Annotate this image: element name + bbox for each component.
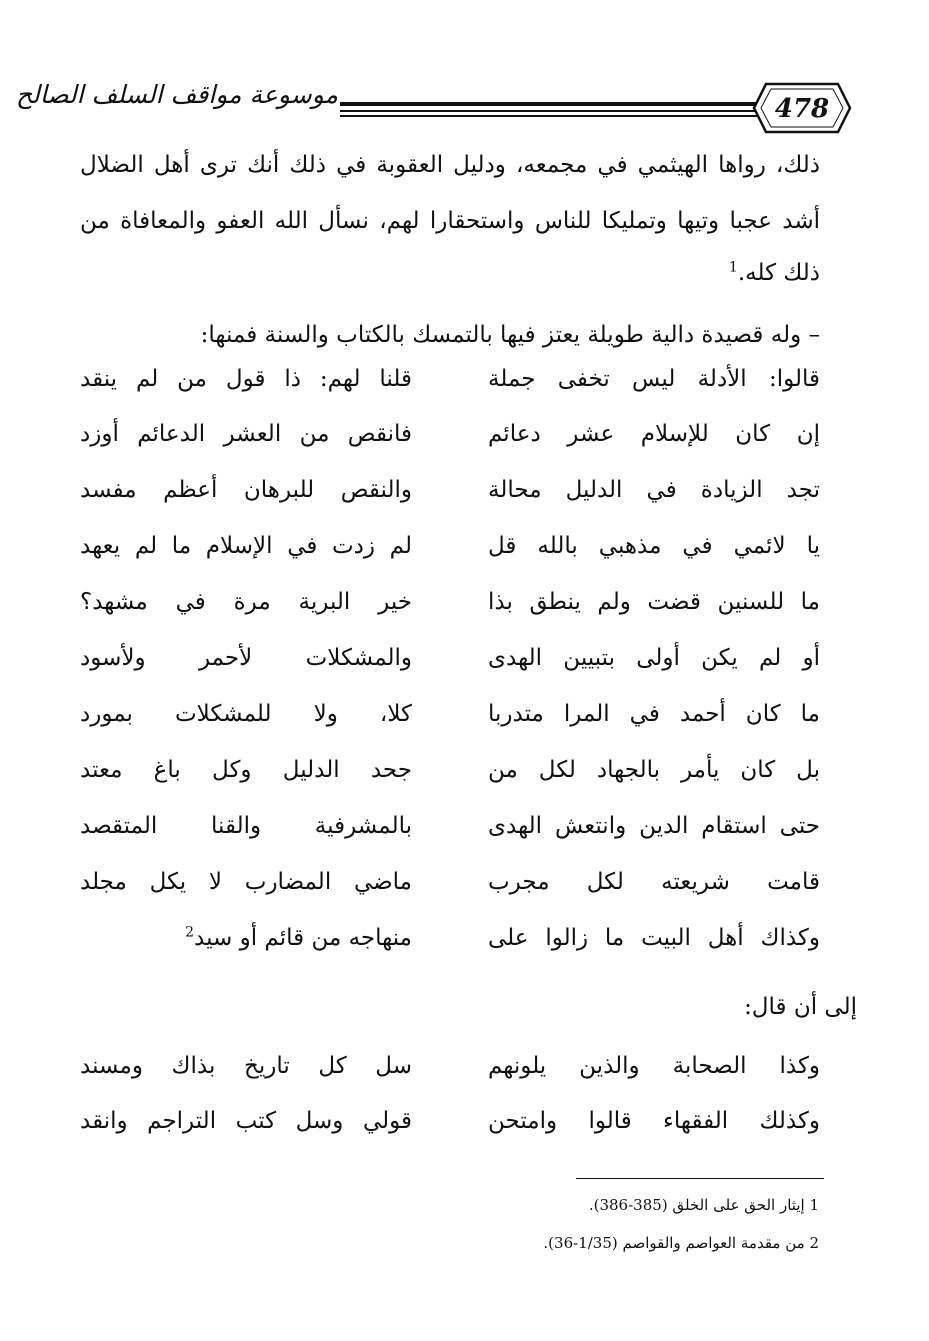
verse-first-hemistich: حتى استقام الدين وانتعش الهدى <box>488 813 820 839</box>
footnote <box>543 1234 819 1252</box>
poem-verse <box>80 925 820 965</box>
page-header <box>15 70 830 142</box>
poem-verse <box>80 1108 820 1148</box>
verse-second-hemistich: بالمشرفية والقنا المتقصد <box>80 813 412 839</box>
verse-first-hemistich: يا لائمي في مذهبي بالله قل <box>488 533 820 559</box>
page-number: 478 <box>774 94 830 124</box>
verse-second-hemistich: والمشكلات لأحمر ولأسود <box>80 645 412 671</box>
verse-second-hemistich: قلنا لهم: ذا قول من لم ينقد <box>80 366 412 392</box>
footnote <box>589 1196 819 1214</box>
verse-second-hemistich: فانقص من العشر الدعائم أوزد <box>80 421 412 447</box>
verse-first-hemistich: قالوا: الأدلة ليس تخفى جملة <box>488 366 820 392</box>
footnote-divider <box>576 1178 824 1179</box>
verse-second-hemistich: لم زدت في الإسلام ما لم يعهد <box>80 533 412 559</box>
verse-first-hemistich: أو لم يكن أولى بتبيين الهدى <box>488 645 820 671</box>
footnote-ref: 1 <box>728 259 738 276</box>
poem-verse <box>80 1053 820 1093</box>
footnote-ref: 2 <box>185 924 195 941</box>
poem-verse <box>80 645 820 685</box>
verse-first-hemistich: وكذا الصحابة والذين يلونهم <box>488 1053 820 1079</box>
poem-verse <box>80 701 820 741</box>
verse-second-hemistich: ماضي المضارب لا يكل مجلد <box>80 869 412 895</box>
poem-verse <box>80 366 820 406</box>
verse-first-hemistich: وكذلك الفقهاء قالوا وامتحن <box>488 1108 820 1134</box>
continuation-text: إلى أن قال: <box>744 994 857 1020</box>
poem-block-2 <box>80 1053 820 1163</box>
verse-second-hemistich: سل كل تاريخ بذاك ومسند <box>80 1053 412 1079</box>
verse-first-hemistich: بل كان يأمر بالجهاد لكل من <box>488 757 820 783</box>
verse-first-hemistich: قامت شريعته لكل مجرب <box>488 869 820 895</box>
verse-second-hemistich <box>80 925 412 951</box>
header-rule-thick <box>340 102 772 106</box>
paragraph-intro: – وله قصيدة دالية طويلة يعتز فيها بالتمسك بالكتاب والسنة فمنها: <box>200 322 820 348</box>
footnote-text: من مقدمة العواصم والقواصم (1/35-36). <box>543 1234 805 1252</box>
footnote-text: إيثار الحق على الخلق (385-386). <box>588 1196 805 1214</box>
verse-second-hemistich: جحد الدليل وكل باغ معتد <box>80 757 412 783</box>
poem-verse <box>80 589 820 629</box>
header-rule-thin-2 <box>340 115 772 117</box>
poem-verse <box>80 477 820 517</box>
verse-second-hemistich: خير البرية مرة في مشهد؟ <box>80 589 412 615</box>
hemistich-text: منهاجه من قائم أو سيد <box>194 925 412 951</box>
poem-verse <box>80 813 820 853</box>
header-rule-thin <box>340 110 772 112</box>
paragraph-line: ذلك، رواها الهيثمي في مجمعه، ودليل العقوبة في ذلك أنك ترى أهل الضلال <box>80 152 820 178</box>
paragraph-line <box>80 260 820 286</box>
poem-block <box>80 366 820 986</box>
footnote-number: 2 <box>809 1234 819 1252</box>
verse-first-hemistich: وكذاك أهل البيت ما زالوا على <box>488 925 820 951</box>
verse-first-hemistich: ما للسنين قضت ولم ينطق بذا <box>488 589 820 615</box>
poem-verse <box>80 533 820 573</box>
verse-second-hemistich: قولي وسل كتب التراجم وانقد <box>80 1108 412 1134</box>
verse-second-hemistich: كلا، ولا للمشكلات بمورد <box>80 701 412 727</box>
verse-first-hemistich: ما كان أحمد في المرا متدربا <box>488 701 820 727</box>
poem-verse <box>80 757 820 797</box>
poem-verse <box>80 421 820 461</box>
page-number-badge <box>752 82 852 134</box>
footnote-number: 1 <box>809 1196 819 1214</box>
verse-second-hemistich: والنقص للبرهان أعظم مفسد <box>80 477 412 503</box>
verse-first-hemistich: إن كان للإسلام عشر دعائم <box>488 421 820 447</box>
paragraph-line-text: ذلك كله. <box>737 260 820 286</box>
paragraph-line: أشد عجبا وتيها وتمليكا للناس واستحقارا لهم، نسأل الله العفو والمعافاة من <box>80 208 820 234</box>
verse-first-hemistich: تجد الزيادة في الدليل محالة <box>488 477 820 503</box>
poem-verse <box>80 869 820 909</box>
book-title: موسوعة مواقف السلف الصالح <box>15 80 338 109</box>
